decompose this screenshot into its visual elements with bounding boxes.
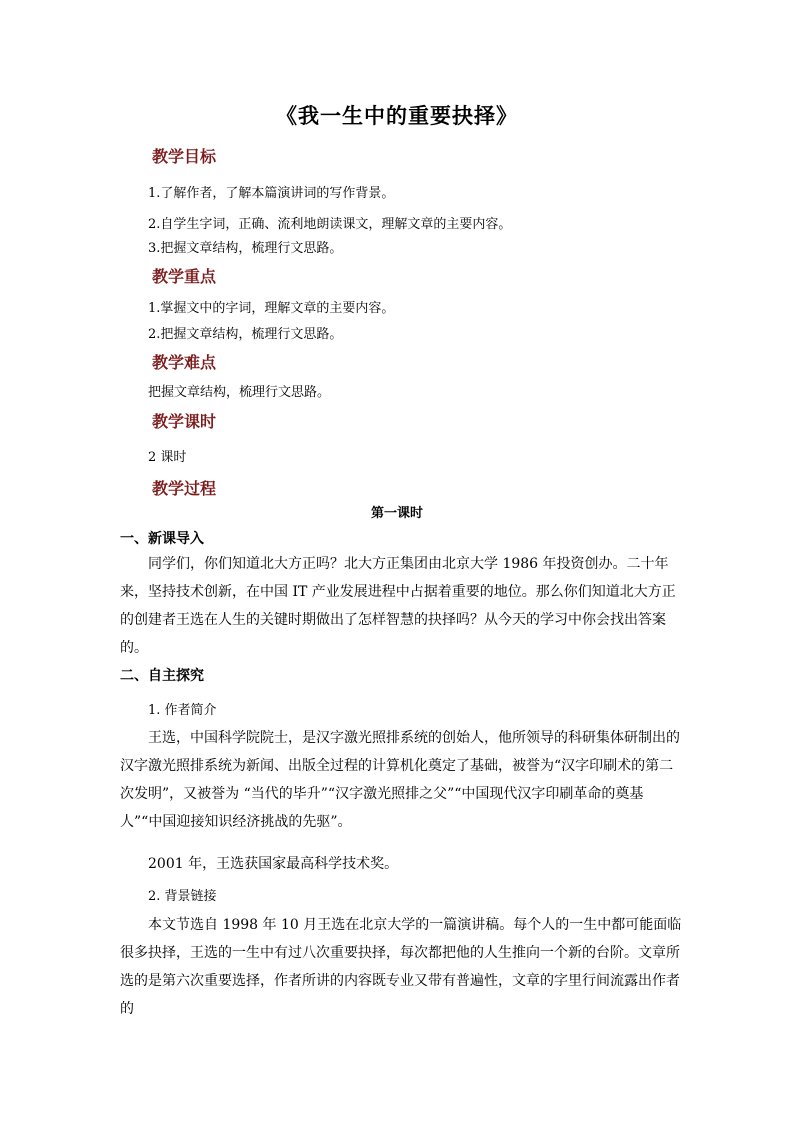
objectives-heading: 教学目标 [152,147,217,166]
key-points-heading: 教学重点 [152,267,217,286]
author-intro-paragraph: 王选，中国科学院院士，是汉字激光照排系统的创始人，他所领导的科研集体研制出的汉字激光照排系统为新闻、出版全过程的计算机化奠定了基础，被誉为“汉字印刷术的第二次发明”，又被誉为 “当代的毕升”“汉字激光照排之父”“中国现代汉字印刷革命的奠基人”“中国迎接知识经济挑战的先驱”。 [120,730,680,830]
part2-heading: 二、自主探究 [120,668,204,684]
process-heading: 教学过程 [152,479,217,498]
part1-heading: 一、新课导入 [120,531,204,547]
background-label: 2. 背景链接 [148,889,217,904]
background-paragraph: 本文节选自 1998 年 10 月王选在北京大学的一篇演讲稿。每个人的一生中都可能面临很多抉择，王选的一生中有过八次重要抉择，每次都把他的人生推向一个新的台阶。文章所选的是第六次重要选择，作者所讲的内容既专业又带有普遍性，文章的字里行间流露出作者的 [120,917,682,1017]
objective-item-1: 1.了解作者，了解本篇演讲词的写作背景。 [148,186,395,201]
author-intro-label: 1. 作者简介 [148,703,217,718]
hours-heading: 教学课时 [152,412,217,431]
key-point-item-1: 1.掌握文中的字词，理解文章的主要内容。 [148,301,395,316]
lesson-title: 第一课时 [370,506,423,521]
hours-text: 2 课时 [148,450,187,465]
objective-item-2: 2.自学生字词，正确、流利地朗读课文，理解文章的主要内容。 [148,217,512,232]
objective-item-3: 3.把握文章结构，梳理行文思路。 [148,241,343,256]
key-point-item-2: 2.把握文章结构，梳理行文思路。 [148,327,343,342]
difficulties-text: 把握文章结构，梳理行文思路。 [148,385,331,400]
part1-paragraph: 同学们，你们知道北大方正吗？北大方正集团由北京大学 1986 年投资创办。二十年来，坚持技术创新，在中国 IT 产业发展进程中占据着重要的地位。那么你们知道北大方正的创建者王选在人生的关键时期做出了怎样智慧的抉择吗？从今天的学习中你会找出答案的。 [120,556,676,656]
difficulties-heading: 教学难点 [152,353,217,372]
document-title: 《我一生中的重要抉择》 [276,103,518,128]
award-paragraph: 2001 年，王选获国家最高科学技术奖。 [148,856,399,872]
